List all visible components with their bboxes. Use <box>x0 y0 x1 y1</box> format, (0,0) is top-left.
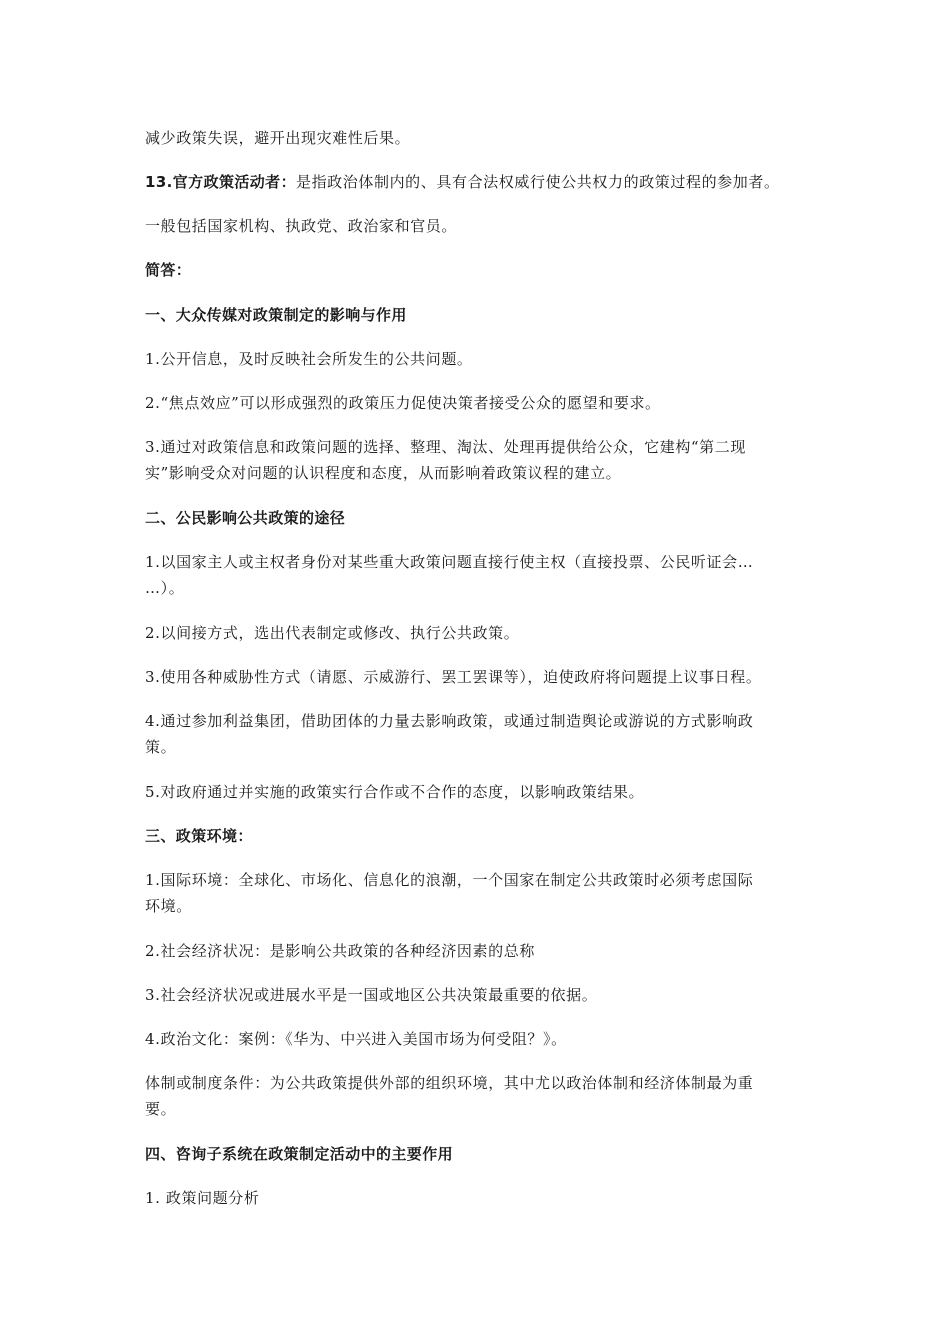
section-heading: 一、大众传媒对政策制定的影响与作用 <box>145 306 407 324</box>
list-item-continuation: 实”影响受众对问题的认识程度和态度，从而影响着政策议程的建立。 <box>145 464 622 482</box>
list-item: 1. 政策问题分析 <box>145 1189 260 1207</box>
section-heading: 三、政策环境： <box>145 827 253 845</box>
text-line: 一般包括国家机构、执政党、政治家和官员。 <box>145 217 458 235</box>
text-line-continuation: 要。 <box>145 1100 177 1118</box>
list-item: 2.社会经济状况：是影响公共政策的各种经济因素的总称 <box>145 942 535 960</box>
section-heading: 四、咨询子系统在政策制定活动中的主要作用 <box>145 1145 454 1163</box>
list-item-continuation: …）。 <box>145 579 185 597</box>
list-item: 1.以国家主人或主权者身份对某些重大政策问题直接行使主权（直接投票、公民听证会… <box>145 553 754 571</box>
list-item: 2.以间接方式，选出代表制定或修改、执行公共政策。 <box>145 624 520 642</box>
list-item: 1.公开信息，及时反映社会所发生的公共问题。 <box>145 350 473 368</box>
list-item-continuation: 策。 <box>145 738 177 756</box>
list-item: 3.通过对政策信息和政策问题的选择、整理、淘汰、处理再提供给公众，它建构“第二现 <box>145 438 746 456</box>
text-line: 减少政策失误，避开出现灾难性后果。 <box>145 129 411 147</box>
list-item: 4.政治文化：案例：《华为、中兴进入美国市场为何受阻？》。 <box>145 1030 567 1048</box>
text-line: 体制或制度条件：为公共政策提供外部的组织环境，其中尤以政治体制和经济体制最为重 <box>145 1074 754 1092</box>
definition-line <box>145 172 780 192</box>
term-label: 13.官方政策活动者： <box>145 173 296 191</box>
section-heading: 简答： <box>145 261 192 279</box>
list-item: 3.社会经济状况或进展水平是一国或地区公共决策最重要的依据。 <box>145 986 598 1004</box>
list-item: 5.对政府通过并实施的政策实行合作或不合作的态度，以影响政策结果。 <box>145 783 645 801</box>
section-heading: 二、公民影响公共政策的途径 <box>145 509 346 527</box>
list-item: 4.通过参加利益集团，借助团体的力量去影响政策，或通过制造舆论或游说的方式影响政 <box>145 712 754 730</box>
list-item: 1.国际环境：全球化、市场化、信息化的浪潮，一个国家在制定公共政策时必须考虑国际 <box>145 871 754 889</box>
list-item: 2.“焦点效应”可以形成强烈的政策压力促使决策者接受公众的愿望和要求。 <box>145 394 661 412</box>
list-item-continuation: 环境。 <box>145 897 192 915</box>
list-item: 3.使用各种威胁性方式（请愿、示威游行、罢工罢课等），迫使政府将问题提上议事日程。 <box>145 668 762 686</box>
definition-text: 是指政治体制内的、具有合法权威行使公共权力的政策过程的参加者。 <box>295 173 780 191</box>
